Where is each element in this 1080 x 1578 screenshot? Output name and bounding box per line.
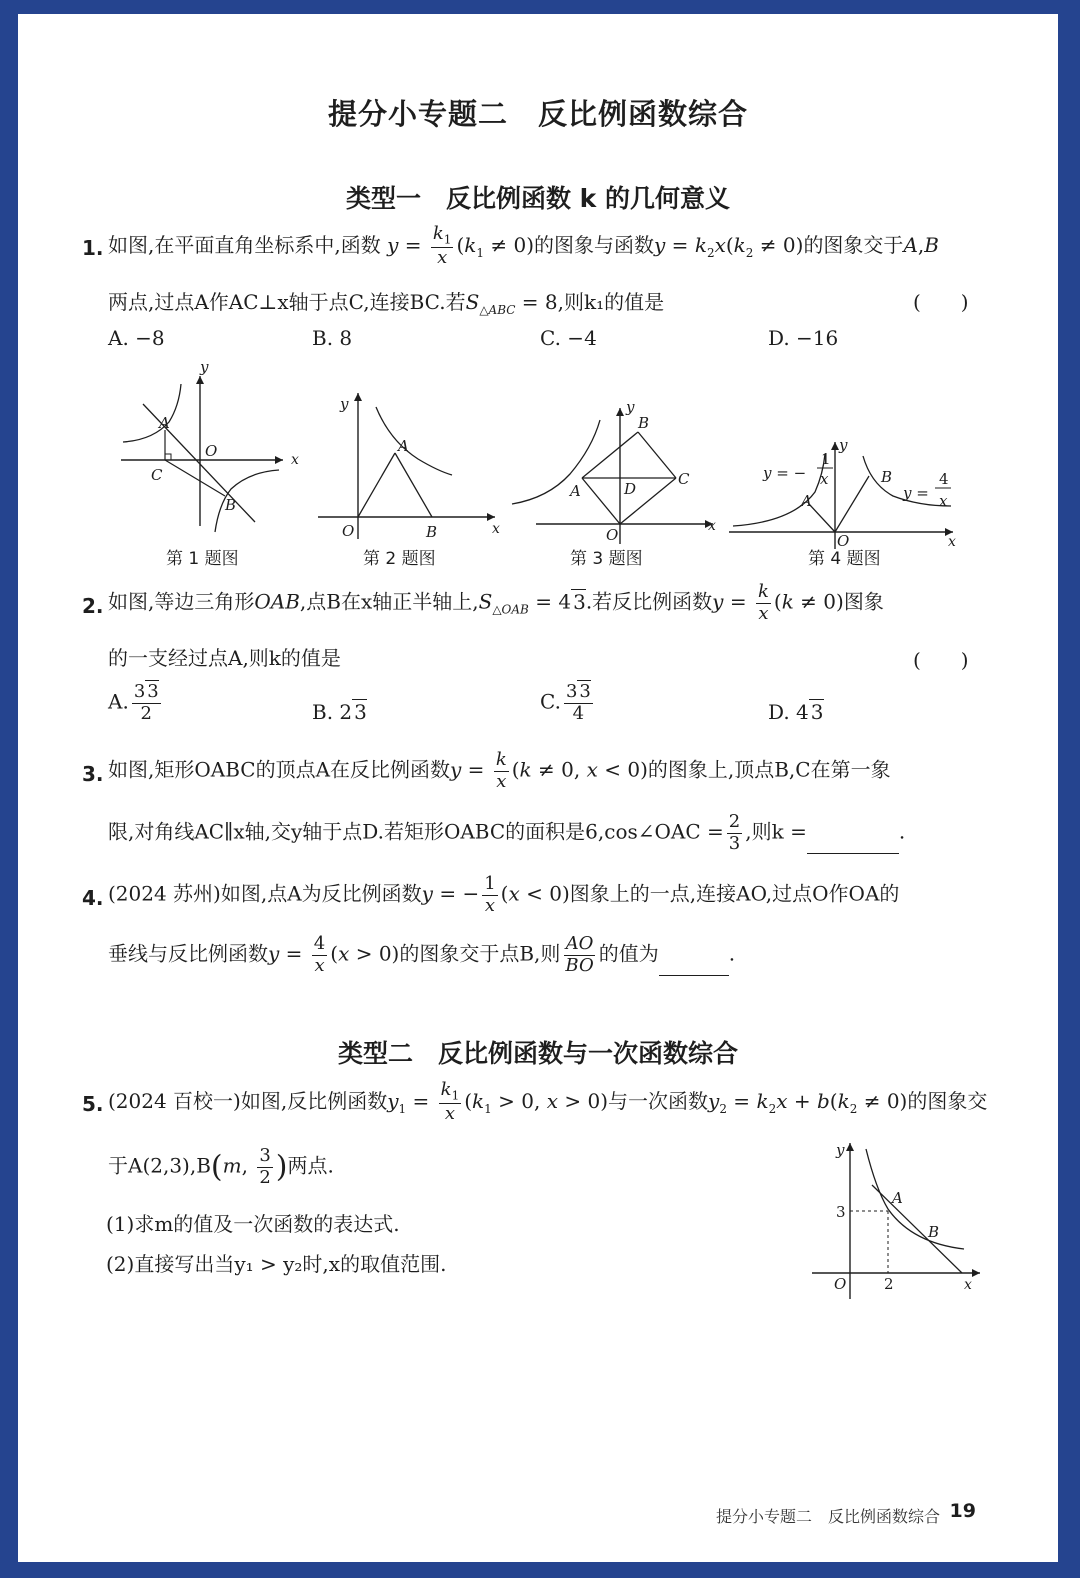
footer-text: 提分小专题二 反比例函数综合 (715, 1507, 940, 1526)
question-5-line1: (2024 百校一)如图,反比例函数$y_1$ = $\frac{k_1}{x}$ ($k_1 > 0$, x > 0)与一次函数$y_2 = k_2x + b(k_2 \ne 0)$的图象交 (108, 1079, 988, 1125)
q4-text-e: 的值为 (598, 941, 659, 966)
svg-text:y: y (200, 358, 209, 376)
svg-text:2: 2 (884, 1275, 894, 1293)
q3-answer-blank[interactable] (807, 835, 899, 854)
question-2-number: 2. (82, 594, 104, 618)
svg-text:y: y (836, 1141, 845, 1159)
question-3-line1: 如图,矩形OABC的顶点A在反比例函数y = $\frac{k}{x}$ (k ≠ 0, x < 0)的图象上,顶点B,C在第一象 (108, 749, 891, 792)
q2-text-c: .若反比例函数 (585, 589, 713, 614)
question-1-line1: 如图,在平面直角坐标系中,函数 y = $\frac{k_1}{x}$ $(k_1 \ne 0)$的图象与函数$y = k_2x(k_2 \ne 0)$的图象交于A,B (108, 223, 939, 269)
svg-text:x: x (708, 518, 716, 534)
question-3-number: 3. (82, 762, 104, 786)
page-number: 19 (949, 1500, 976, 1522)
figure-4 (723, 434, 973, 554)
svg-text:B: B (928, 1223, 940, 1241)
figure-1 (113, 358, 299, 534)
question-5-number: 5. (82, 1092, 104, 1116)
svg-text:C: C (151, 466, 163, 484)
q2-text-d: 图象 (843, 589, 884, 614)
svg-text:O: O (837, 532, 850, 550)
svg-text:O: O (342, 522, 355, 540)
page-title: 提分小专题二 反比例函数综合 (327, 97, 748, 131)
q1-answer-paren: ( ) (913, 290, 969, 314)
svg-text:y: y (340, 395, 349, 413)
q1-option-d: D. −16 (768, 326, 839, 350)
q4-text-d: 的图象交于点B,则 (399, 941, 561, 966)
question-4-number: 4. (82, 886, 104, 910)
svg-text:O: O (606, 526, 619, 544)
q3-text-a: 如图,矩形OABC的顶点A在反比例函数 (108, 757, 451, 782)
figure-3-caption: 第 3 题图 (570, 549, 643, 569)
q4-text-c: 垂线与反比例函数 (108, 941, 268, 966)
q2-text-a: 如图,等边三角形 (108, 589, 255, 614)
q3-text-d: ,则k = (745, 819, 807, 844)
svg-text:x: x (492, 521, 500, 537)
q1-option-b: B. 8 (312, 326, 353, 350)
q2-option-a: A. $\frac{3 3}{2}$ (108, 681, 159, 724)
svg-text:y =: y = (903, 484, 929, 502)
question-3-line2: 限,对角线AC∥x轴,交y轴于点D.若矩形OABC的面积是6,cos∠OAC = $\frac{2}{3}$ ,则k = . (108, 811, 906, 854)
q5-text-d: 于A(2,3),B (108, 1153, 211, 1178)
q1-text-a: 如图,在平面直角坐标系中,函数 (108, 233, 381, 258)
q2-option-b-label: B. 2 (312, 700, 353, 724)
q2-option-d-label: D. 4 (768, 700, 809, 724)
svg-text:x: x (964, 1277, 972, 1293)
svg-text:A: A (801, 492, 812, 510)
q2-option-a-label: A. (108, 689, 129, 714)
question-2-line1: 如图,等边三角形OAB,点B在x轴正半轴上$,S_{\triangle OAB} = 4$ 3.若反比例函数y = $\frac{k}{x}$ (k ≠ 0)图象 (108, 581, 884, 624)
q5-text-e: 两点. (287, 1153, 334, 1178)
svg-text:y: y (839, 436, 848, 454)
q4-text-a: (2024 苏州)如图,点A为反比例函数 (108, 881, 422, 906)
svg-text:A: A (398, 437, 409, 455)
q1-text-b: 的图象与函数 (534, 233, 655, 258)
q1-text-d: 两点,过点A作AC⊥x轴于点C,连接BC.若 (108, 290, 466, 314)
q2-text-b: ,点B在x轴正半轴上, (299, 589, 479, 614)
question-1-line2: 两点,过点A作AC⊥x轴于点C,连接BC.若$S_{\triangle ABC} = 8$,则k₁的值是 (108, 290, 665, 317)
figure-5 (808, 1139, 988, 1309)
section-title-type2: 类型二 反比例函数与一次函数综合 (337, 1039, 738, 1068)
svg-text:A: A (570, 482, 581, 500)
svg-text:4: 4 (939, 470, 949, 488)
q1-text-c: 的图象交于 (803, 233, 904, 258)
question-1-number: 1. (82, 236, 104, 260)
question-5-sub2: (2)直接写出当y₁ > y₂时,x的取值范围. (106, 1252, 447, 1276)
q1-text-e: ,则k₁的值是 (557, 290, 665, 314)
svg-text:A: A (159, 414, 170, 432)
section-title-type1: 类型一 反比例函数 k 的几何意义 (345, 184, 731, 213)
q4-answer-blank[interactable] (659, 957, 729, 976)
svg-text:C: C (678, 470, 690, 488)
question-4-line2: 垂线与反比例函数y = $\frac{4}{x}$ (x > 0)的图象交于点B,则 $\frac{AO}{BO}$ 的值为 . (108, 933, 736, 976)
figure-4-caption: 第 4 题图 (808, 549, 881, 569)
question-5-sub1: (1)求m的值及一次函数的表达式. (106, 1212, 400, 1236)
q3-text-c: 限,对角线AC∥x轴,交y轴于点D.若矩形OABC的面积是6,cos∠OAC = (108, 819, 724, 844)
q1-option-a: A. −8 (108, 326, 165, 350)
question-5-line2: 于A(2,3),B(m, $\frac{3}{2}$ )两点. (108, 1145, 334, 1188)
q2-option-c: C. $\frac{3 3}{4}$ (540, 681, 591, 724)
svg-text:B: B (225, 496, 237, 514)
q2-option-c-label: C. (540, 689, 561, 714)
svg-text:B: B (638, 414, 650, 432)
svg-text:x: x (948, 534, 956, 550)
question-4-line1: (2024 苏州)如图,点A为反比例函数y = − $\frac{1}{x}$ (x < 0)图象上的一点,连接AO,过点O作OA的 (108, 873, 900, 916)
figure-3 (508, 398, 718, 554)
svg-text:y: y (626, 398, 635, 416)
svg-text:O: O (834, 1275, 847, 1293)
figure-2-caption: 第 2 题图 (363, 549, 436, 569)
svg-text:O: O (205, 442, 218, 460)
q5-text-b: 与一次函数 (608, 1089, 708, 1114)
q1-option-c: C. −4 (540, 326, 597, 350)
svg-text:A: A (892, 1189, 903, 1207)
q4-text-b: 图象上的一点,连接AO,过点O作OA的 (569, 881, 900, 906)
figure-1-caption: 第 1 题图 (166, 549, 239, 569)
q2-answer-paren: ( ) (913, 648, 969, 672)
svg-text:x: x (939, 492, 948, 510)
svg-text:D: D (624, 480, 637, 498)
svg-text:x: x (820, 470, 829, 488)
svg-text:x: x (291, 452, 299, 468)
svg-text:B: B (426, 523, 438, 541)
svg-text:1: 1 (821, 450, 831, 468)
svg-text:y = −: y = − (763, 464, 807, 482)
question-2-line2: 的一支经过点A,则k的值是 (108, 646, 341, 670)
q3-text-b: 的图象上,顶点B,C在第一象 (647, 757, 891, 782)
q2-option-b: B. 2 3 (312, 700, 367, 724)
page-sheet (18, 14, 1058, 1562)
q5-text-a: (2024 百校一)如图,反比例函数 (108, 1089, 388, 1114)
svg-text:3: 3 (836, 1203, 846, 1221)
q2-option-d: D. 4 3 (768, 700, 824, 724)
q5-text-c: 的图象交 (907, 1089, 988, 1114)
figure-2 (310, 379, 500, 544)
svg-text:B: B (881, 468, 893, 486)
